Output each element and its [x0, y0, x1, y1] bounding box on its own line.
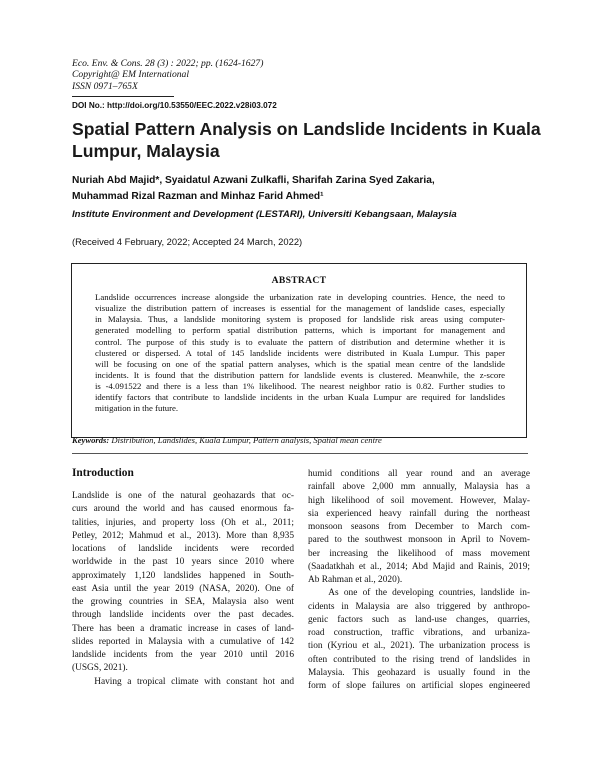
body-line: monsoon seasons from December to March com-	[308, 522, 530, 533]
body-line: Petley, 2012; Mahmud et al., 2013). More than 8,935	[72, 530, 294, 541]
body-line: As one of the developing countries, landslide in-	[308, 588, 530, 599]
body-line: worldwide in the past 10 years since 2010 where	[72, 557, 294, 568]
body-line: Ab Rahman et al., 2020).	[308, 575, 403, 586]
body-line: sia experienced heavy rainfall during the northeast	[308, 508, 530, 519]
journal-issn: ISSN 0971–765X	[72, 80, 138, 92]
body-line: There has been a dramatic increase in cases of land-	[72, 623, 294, 634]
abstract-line: incidents. It is found that the distribution pattern for landslide events is clustered. Meanwhile, the z-score	[95, 369, 505, 380]
abstract-line: visualize the distribution pattern of increases is essential for the management of landslide cases, especially	[95, 303, 505, 314]
abstract-heading: ABSTRACT	[271, 275, 327, 286]
body-line: form of slope failures on artificial slopes engineered	[308, 681, 530, 692]
keywords-label: Keywords:	[72, 435, 110, 445]
body-line: Having a tropical climate with constant hot and	[72, 676, 294, 687]
author-list	[72, 173, 542, 204]
body-line: (Saadatkhah et al., 2014; Abd Majid and Rainis, 2019;	[308, 561, 530, 572]
doi-link[interactable]: DOI No.: http://doi.org/10.53550/EEC.2022.v28i03.072	[72, 101, 277, 110]
body-line: often contributed to the rising trend of landslides in	[308, 654, 530, 665]
paper-title: Spatial Pattern Analysis on Landslide Incidents in Kuala Lumpur, Malaysia	[72, 119, 541, 161]
affiliation: Institute Environment and Development (LESTARI), Universiti Kebangsaan, Malaysia	[72, 209, 457, 220]
abstract-line: identify factors that contribute to landslide incidents in the urban Kuala Lumpur are required for landslides	[95, 392, 505, 403]
body-line: Landslide is one of the natural geohazards that oc-	[72, 491, 294, 501]
body-line: the growing countries in SEA, Malaysia also went	[72, 597, 294, 608]
abstract-line: generated modelling to perform spatial distribution patterns, which is important for management and	[95, 325, 505, 336]
abstract-line: clustered or dispersed. A total of 145 landslide incidents were distributed in Kuala Lumpur. This paper	[95, 347, 505, 358]
body-line: cidents in Malaysia are also triggered by anthropo-	[308, 601, 530, 612]
abstract-body	[95, 292, 505, 415]
body-line: approximately 1,120 landslides happened in South-	[72, 570, 294, 581]
body-line: humid conditions all year round and an average	[308, 469, 530, 479]
abstract-line: mitigation in the future.	[95, 403, 179, 414]
journal-copyright: Copyright@ EM International	[72, 69, 190, 81]
author-line: Nuriah Abd Majid*, Syaidatul Azwani Zulkafli, Sharifah Zarina Syed Zakaria,	[72, 175, 435, 186]
intro-left-column	[72, 490, 294, 689]
keywords	[72, 435, 382, 445]
body-line: rainfall above 2,000 mm annually, Malaysia has a	[308, 482, 530, 493]
journal-citation: Eco. Env. & Cons. 28 (3) : 2022; pp. (1624-1627)	[72, 58, 264, 69]
body-line: through landslide incidents over the past decades.	[72, 610, 294, 621]
abstract-line: control. The purpose of this study is to evaluate the pattern of distribution and determine whether it is	[95, 336, 505, 347]
body-line: landslide incidents from the year 2010 until 2016	[72, 650, 294, 661]
journal-info	[72, 58, 372, 92]
received-dates: (Received 4 February, 2022; Accepted 24 March, 2022)	[72, 236, 303, 247]
body-line: curs around the world and has caused enormous fa-	[72, 504, 294, 515]
abstract-line: is -4.091522 and there is a less than 1% likelihood. The nearest neighbor ratio is 0.82. Further studies to	[95, 381, 505, 392]
body-line: tion (Kyriou et al., 2021). The urbanization process is	[308, 641, 530, 652]
intro-right-column	[308, 468, 530, 694]
body-line: road construction, traffic vibrations, and urbaniza-	[308, 628, 530, 639]
body-line: talities, injuries, and property loss (Oh et al., 2011;	[72, 517, 294, 528]
author-line: Muhammad Rizal Razman and Minhaz Farid Ahmed¹	[72, 190, 324, 202]
abstract-line: will be focusing on one of the spatial pattern analyses, which is the spatial mean centre of the landslide	[95, 358, 505, 369]
body-line: east Asia until the year 2019 (NASA, 2020). One of	[72, 583, 294, 594]
keywords-text: Distribution, Landslides, Kuala Lumpur, Pattern analysis, Spatial mean centre	[111, 435, 382, 445]
body-line: (USGS, 2021).	[72, 663, 128, 674]
body-line: pared to the southwest monsoon in April to Novem-	[308, 535, 530, 546]
journal-divider	[72, 96, 174, 97]
abstract-line: in Malaysia. Thus, a landslide monitoring system is proposed for landslide risk areas using computer-	[95, 314, 505, 325]
body-line: ber increasing the likelihood of mass movement	[308, 548, 530, 559]
body-line: locations of landslide incidents were recorded	[72, 544, 294, 555]
body-line: slides reported in Malaysia with a cumulative of 142	[72, 636, 294, 647]
body-line: Malaysia. This geohazard is usually found in the	[308, 667, 530, 678]
keywords-divider	[72, 453, 528, 454]
body-line: genic factors such as land-use changes, quarries,	[308, 614, 530, 625]
intro-heading: Introduction	[72, 467, 134, 479]
abstract-line: Landslide occurrences increase alongside the urbanization rate in developing countries. Hence, the need to	[95, 292, 505, 302]
body-line: high likelihood of soil movement. However, Malay-	[308, 495, 530, 506]
